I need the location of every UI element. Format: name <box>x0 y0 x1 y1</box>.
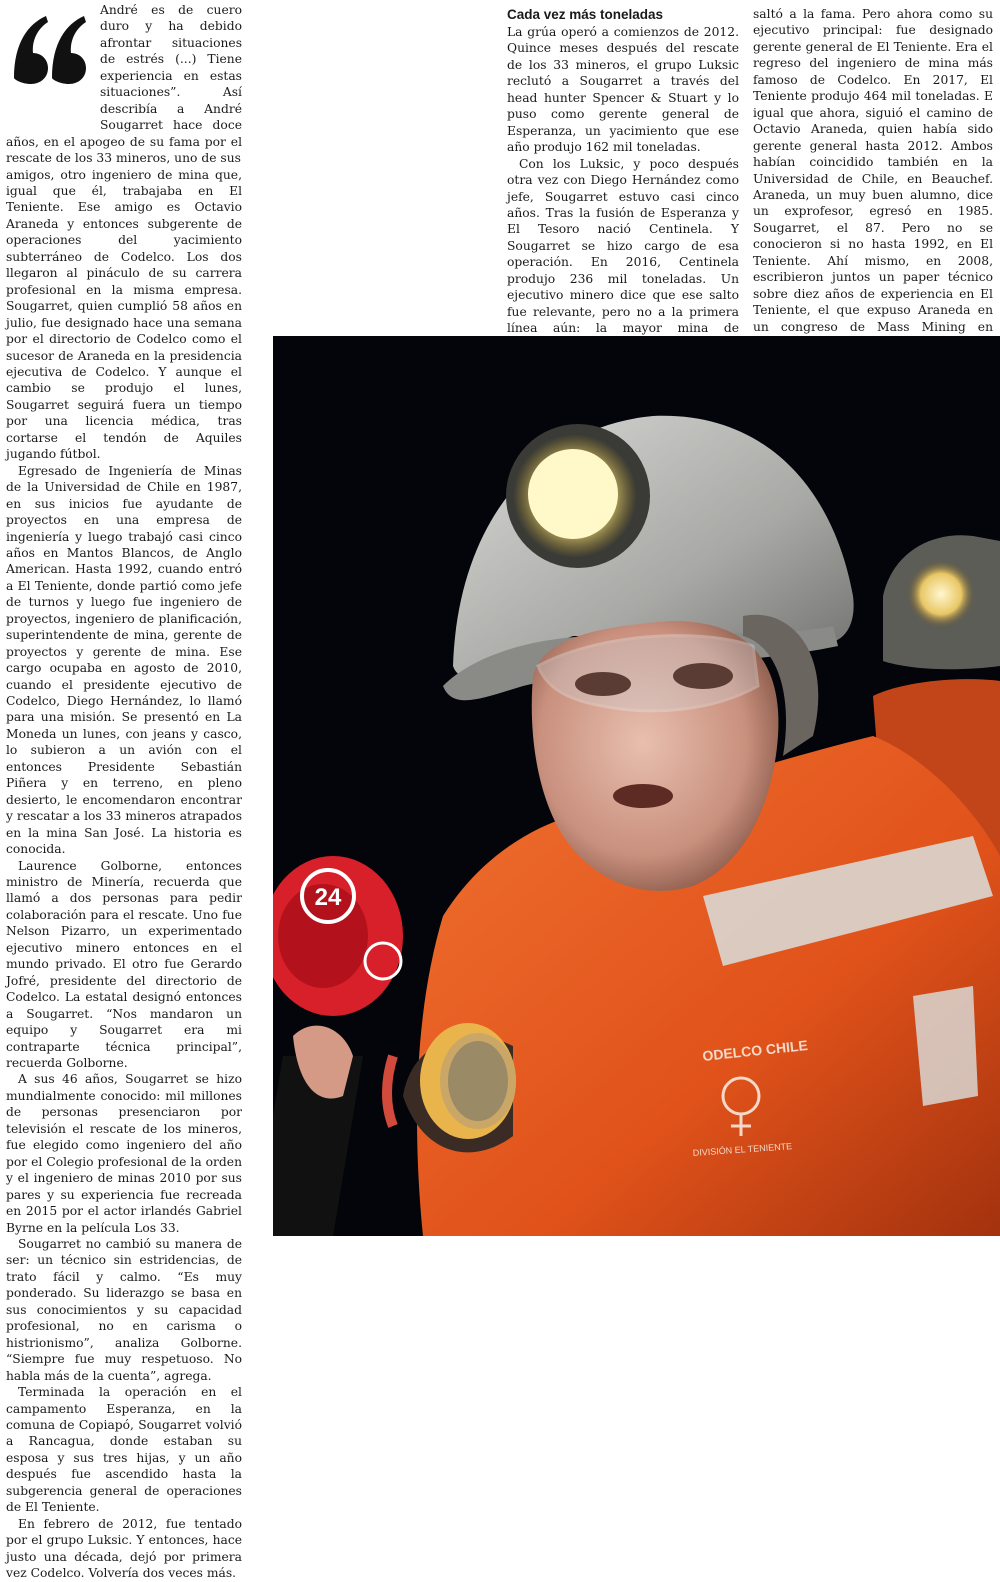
article-photo <box>273 336 1000 1236</box>
mic-logo: 24 <box>314 884 342 911</box>
col1-paragraph-5: Sougarret no cambió su manera de ser: un técnico sin estridencias, de trato fácil y calmo. “Es muy ponderado. Su liderazgo se basa en sus conocimientos y su capacidad profesional, no en carisma o histrionismo”, analiza Golborne. “Siempre fue muy respetuoso. No habla más de la cuenta”, agrega. <box>6 1236 242 1383</box>
col1-paragraph-4: A sus 46 años, Sougarret se hizo mundialmente conocido: mil millones de personas presenciaron por televisión el rescate de los mineros, fue elegido como ingeniero del año por el Colegio profesional de la orden y el ingeniero de minas 2010 por sus pares y su experiencia fue recreada en 2015 por el actor irlandés Gabriel Byrne en la película Los 33. <box>6 1072 242 1235</box>
col1-paragraph-7: En febrero de 2012, fue tentado por el grupo Luksic. Y entonces, hace justo una década, dejó por primera vez Codelco. Volvería dos veces más. <box>6 1516 242 1581</box>
col1-paragraph-1: amigos, otro ingeniero de mina que, igual que él, trabajaba en El Teniente. Ese amigo es Octavio Araneda y entonces subgerente de operaciones del yacimiento subterráneo de Codelco. Los dos llegaron al pináculo de su carrera profesional en la misma empresa. Sougarret, quien cumplió 58 años en julio, fue designado hace una semana por el directorio de Codelco como el sucesor de Araneda en la presidencia ejecutiva de Codelco. Y aunque el cambio se produjo el lunes, Sougarret seguirá fuera un tiempo por una licencia médica, tras cortarse el tendón de Aquiles jugando fútbol. <box>6 167 242 462</box>
col3-paragraph-1: saltó a la fama. Pero ahora como su ejecutivo principal: fue designado gerente general de El Teniente. Era el regreso del ingeniero de mina más famoso de Codelco. En 2017, El Teniente produjo 464 mil toneladas. E igual que ahora, siguió el camino de Octavio Araneda, quien había sido gerente general hasta 2012. Ambos habían coincidido también en la Universidad de Chile, en Beauchef. Araneda, un muy buen alumno, dice un exprofesor, egresó en 1985. Sougarret, el 87. Pero no se conocieron si no hasta 1992, en El Teniente. Ahí mismo, en 2008, escribieron juntos un paper técnico sobre diez años de experiencia en El Teniente, el que expuso Araneda en un congreso de Mass Mining en <box>753 7 993 334</box>
quote-lead: André es de cuero duro y ha debido afrontar situaciones de estrés (...) Tiene experiencia en estas situaciones”. Así describía a André Sougarret hace doce años, en el apogeo de su fama por el rescate de los 33 mineros, uno de sus <box>6 3 242 166</box>
background-lamp <box>907 560 975 628</box>
quote-mark-icon <box>6 8 90 118</box>
col1-paragraph-2: Egresado de Ingeniería de Minas de la Universidad de Chile en 1987, en sus inicios fue ayudante de proyectos en una empresa de ingeniería y luego trabajó casi cinco años en Mantos Blancos, de Anglo American. Hasta 1992, cuando entró a El Teniente, donde partió como jefe de turnos y luego fue ingeniero de proyectos, ingeniero de planificación, superintendente de mina, gerente de proyectos y gerente de mina. Ese cargo ocupaba en agosto de 2010, cuando el presidente ejecutivo de Codelco, Diego Hernández, lo llamó para una misión. Se presentó en La Moneda un lunes, con jeans y casco, lo subieron a un avión con el entonces Presidente Sebastián Piñera y en terreno, en pleno desierto, le encomendaron encontrar y rescatar a los 33 mineros atrapados en la mina San José. La historia es conocida. <box>6 463 242 857</box>
col2-paragraph-1: La grúa operó a comienzos de 2012. Quince meses después del rescate de los 33 mineros, el grupo Luksic reclutó a Sougarret a través del head hunter Spencer & Stuart y lo puso como gerente general de Esperanza, un yacimiento que ese año produjo 162 mil toneladas. <box>507 25 739 155</box>
miner-photo-illustration <box>273 336 1000 1236</box>
vest-division-text: DIVISIÓN EL TENIENTE <box>692 1141 793 1158</box>
vest-logo-text: ODELCO CHILE <box>701 1037 809 1064</box>
col2-paragraph-2: Con los Luksic, y poco después otra vez con Diego Hernández como jefe, Sougarret estuvo casi cinco años. Tras la fusión de Esperanza y El Tesoro nació Centinela. Y Sougarret se hizo cargo de esa operación. En 2016, Centinela produjo 236 mil toneladas. Un ejecutivo minero dice que ese salto fue relevante, pero no a la primera línea aún: la mayor mina de <box>507 156 739 336</box>
col1-paragraph-3: Laurence Golborne, entonces ministro de Minería, recuerda que llamó a dos personas para pedir colaboración para el rescate. Uno fue Nelson Pizarro, un experimentado ejecutivo minero entonces en el mundo privado. El otro fue Gerardo Jofré, presidente del directorio de Codelco. La estatal designó entonces a Sougarret. “Nos mandaron un equipo y Sougarret era mi contraparte técnica principal”, recuerda Golborne. <box>6 858 242 1070</box>
section-heading: Cada vez más toneladas <box>507 7 664 22</box>
col1-paragraph-6: Terminada la operación en el campamento Esperanza, en la comuna de Copiapó, Sougarret volvió a Rancagua, donde estaban su esposa y sus tres hijas, y un año después fue ascendido hasta la subgerencia general de operaciones de El Teniente. <box>6 1385 242 1515</box>
article-column-1 <box>6 2 242 1582</box>
